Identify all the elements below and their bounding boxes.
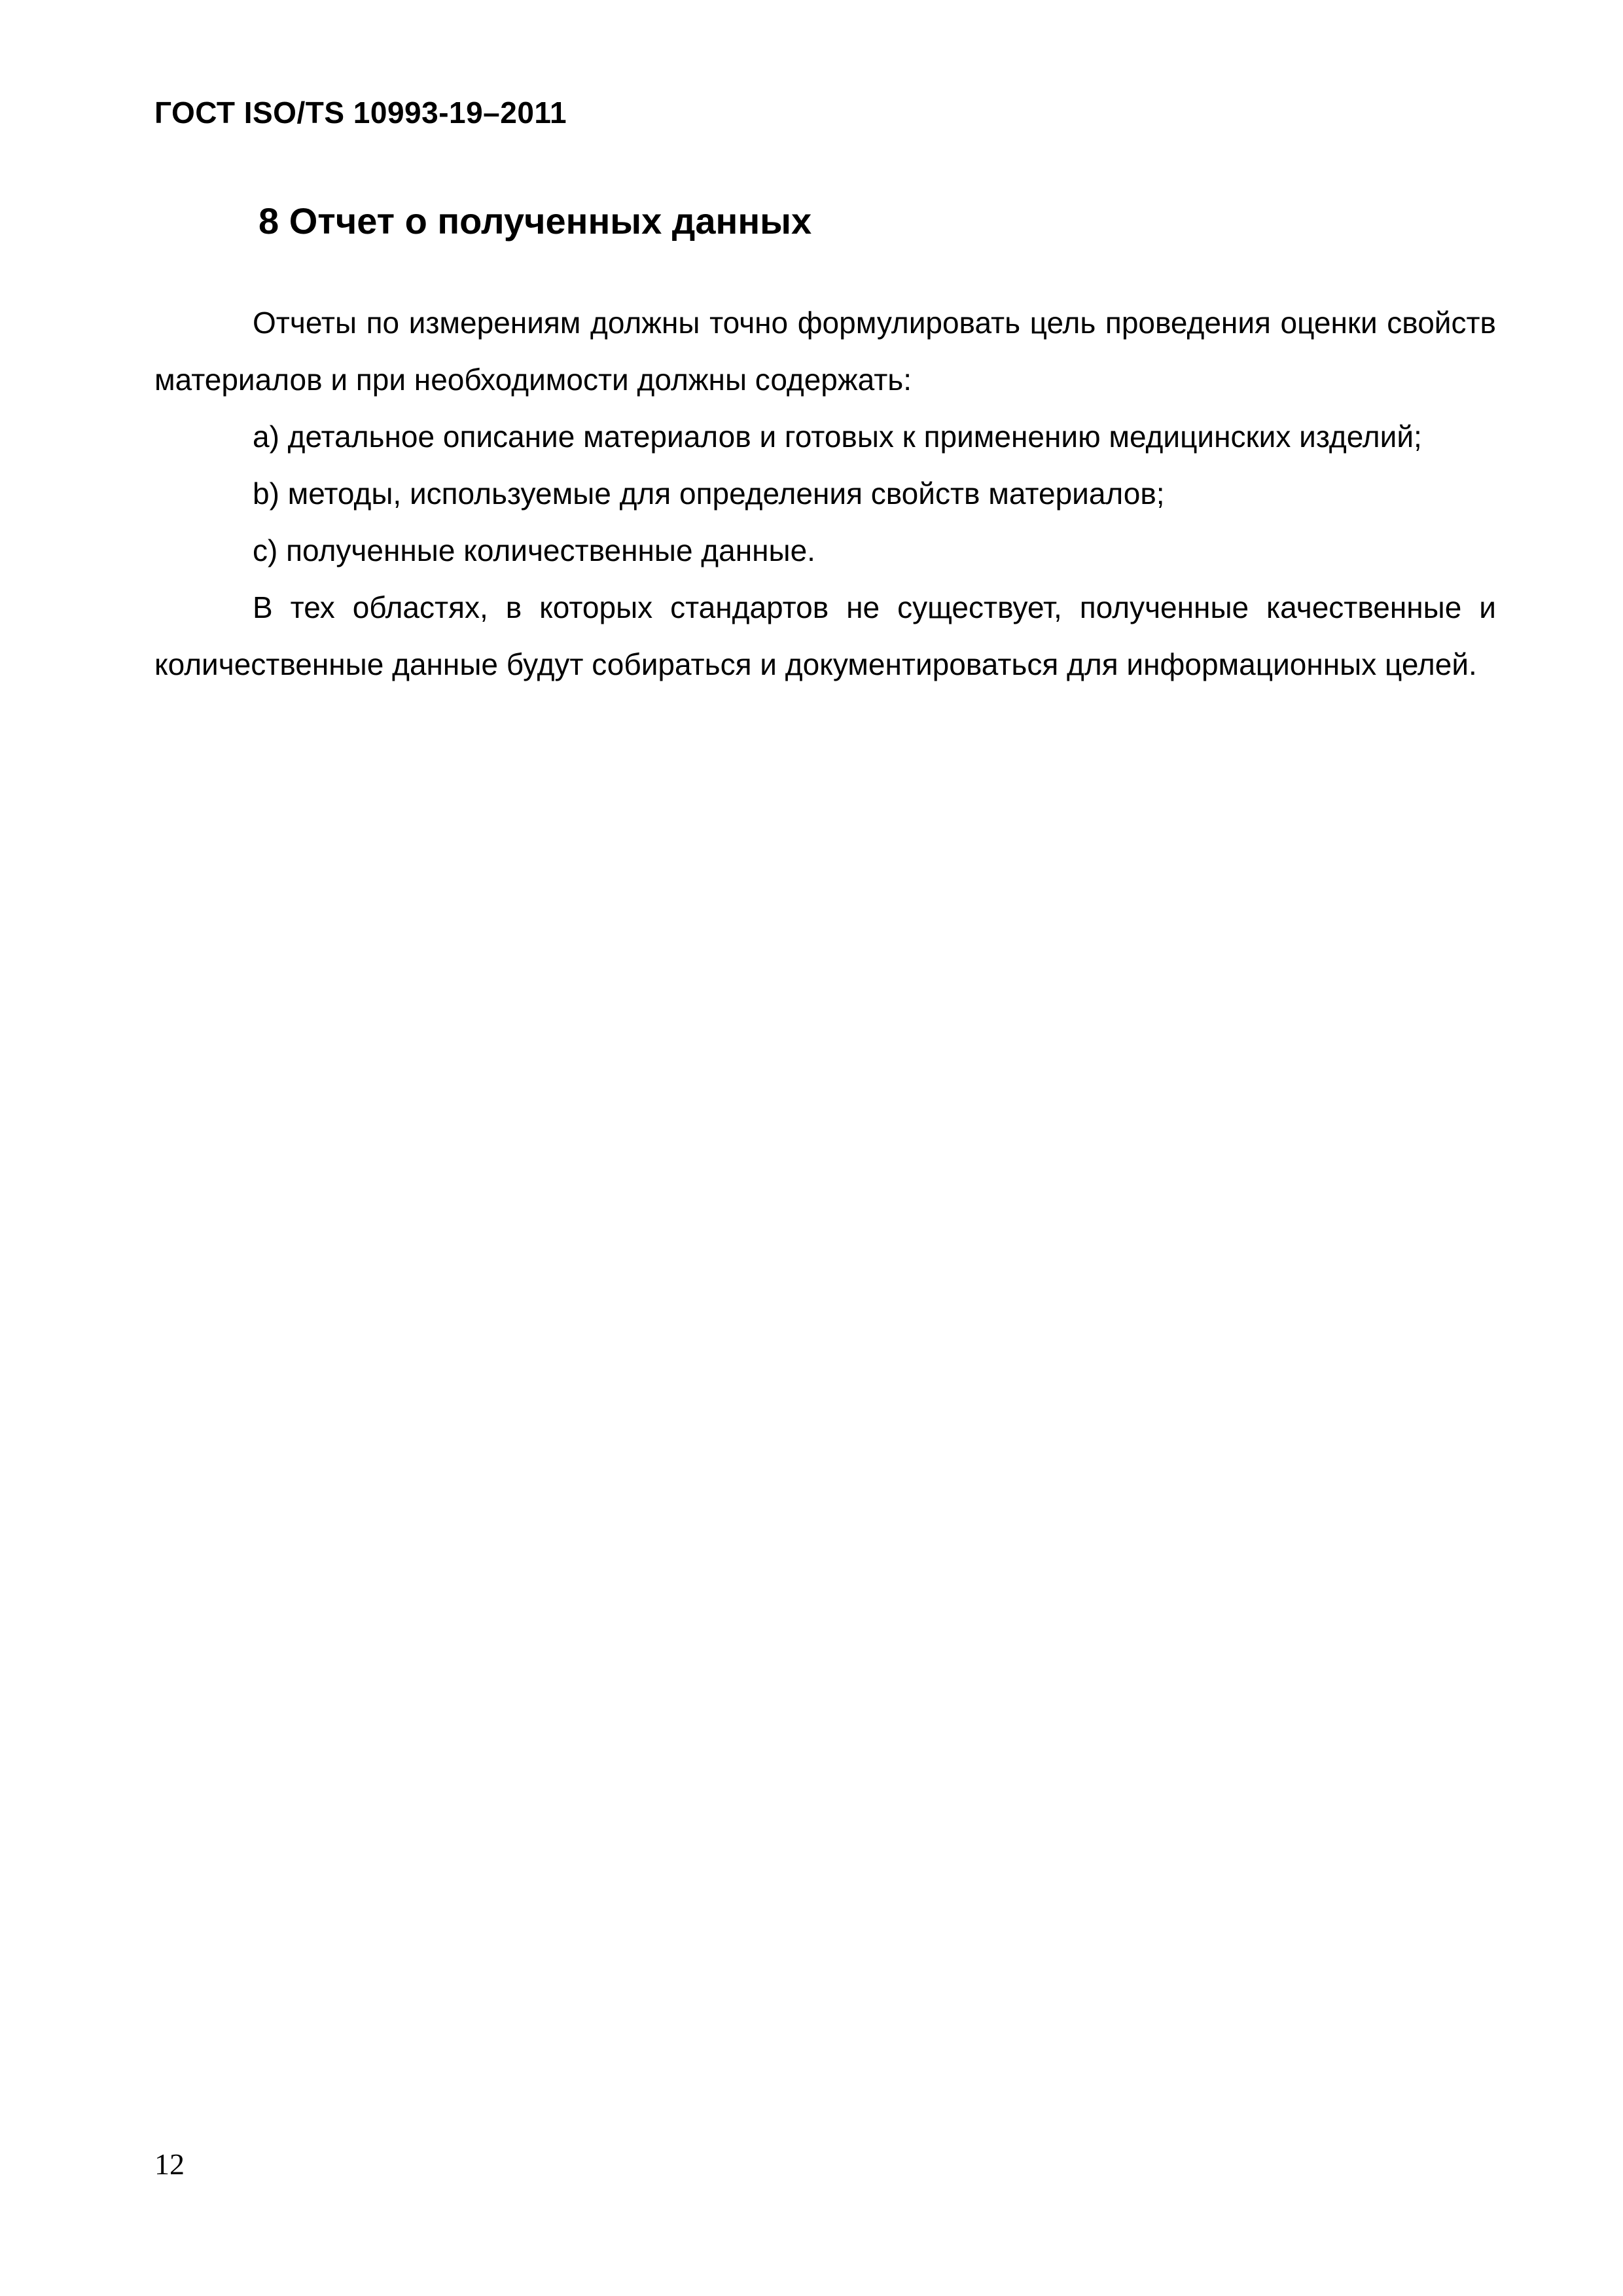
section-body: [154, 295, 1496, 693]
section-heading: 8 Отчет о полученных данных: [259, 200, 812, 242]
page-number: 12: [154, 2147, 185, 2181]
list-item-b: b) методы, используемые для определения свойств материалов;: [253, 476, 1165, 511]
document-header-standard-code: ГОСТ ISO/TS 10993-19–2011: [154, 96, 567, 130]
list-item-a: a) детальное описание материалов и готовых к применению медицинских изделий;: [253, 420, 1422, 454]
paragraph-note: В тех областях, в которых стандартов не существует, полученные качественные и количественные данные будут собираться и документироваться для информационных целей.: [154, 590, 1496, 681]
list-item-c: c) полученные количественные данные.: [253, 533, 815, 567]
paragraph-intro: Отчеты по измерениям должны точно формулировать цель проведения оценки свойств материалов и при необходимости должны содержать:: [154, 306, 1496, 397]
